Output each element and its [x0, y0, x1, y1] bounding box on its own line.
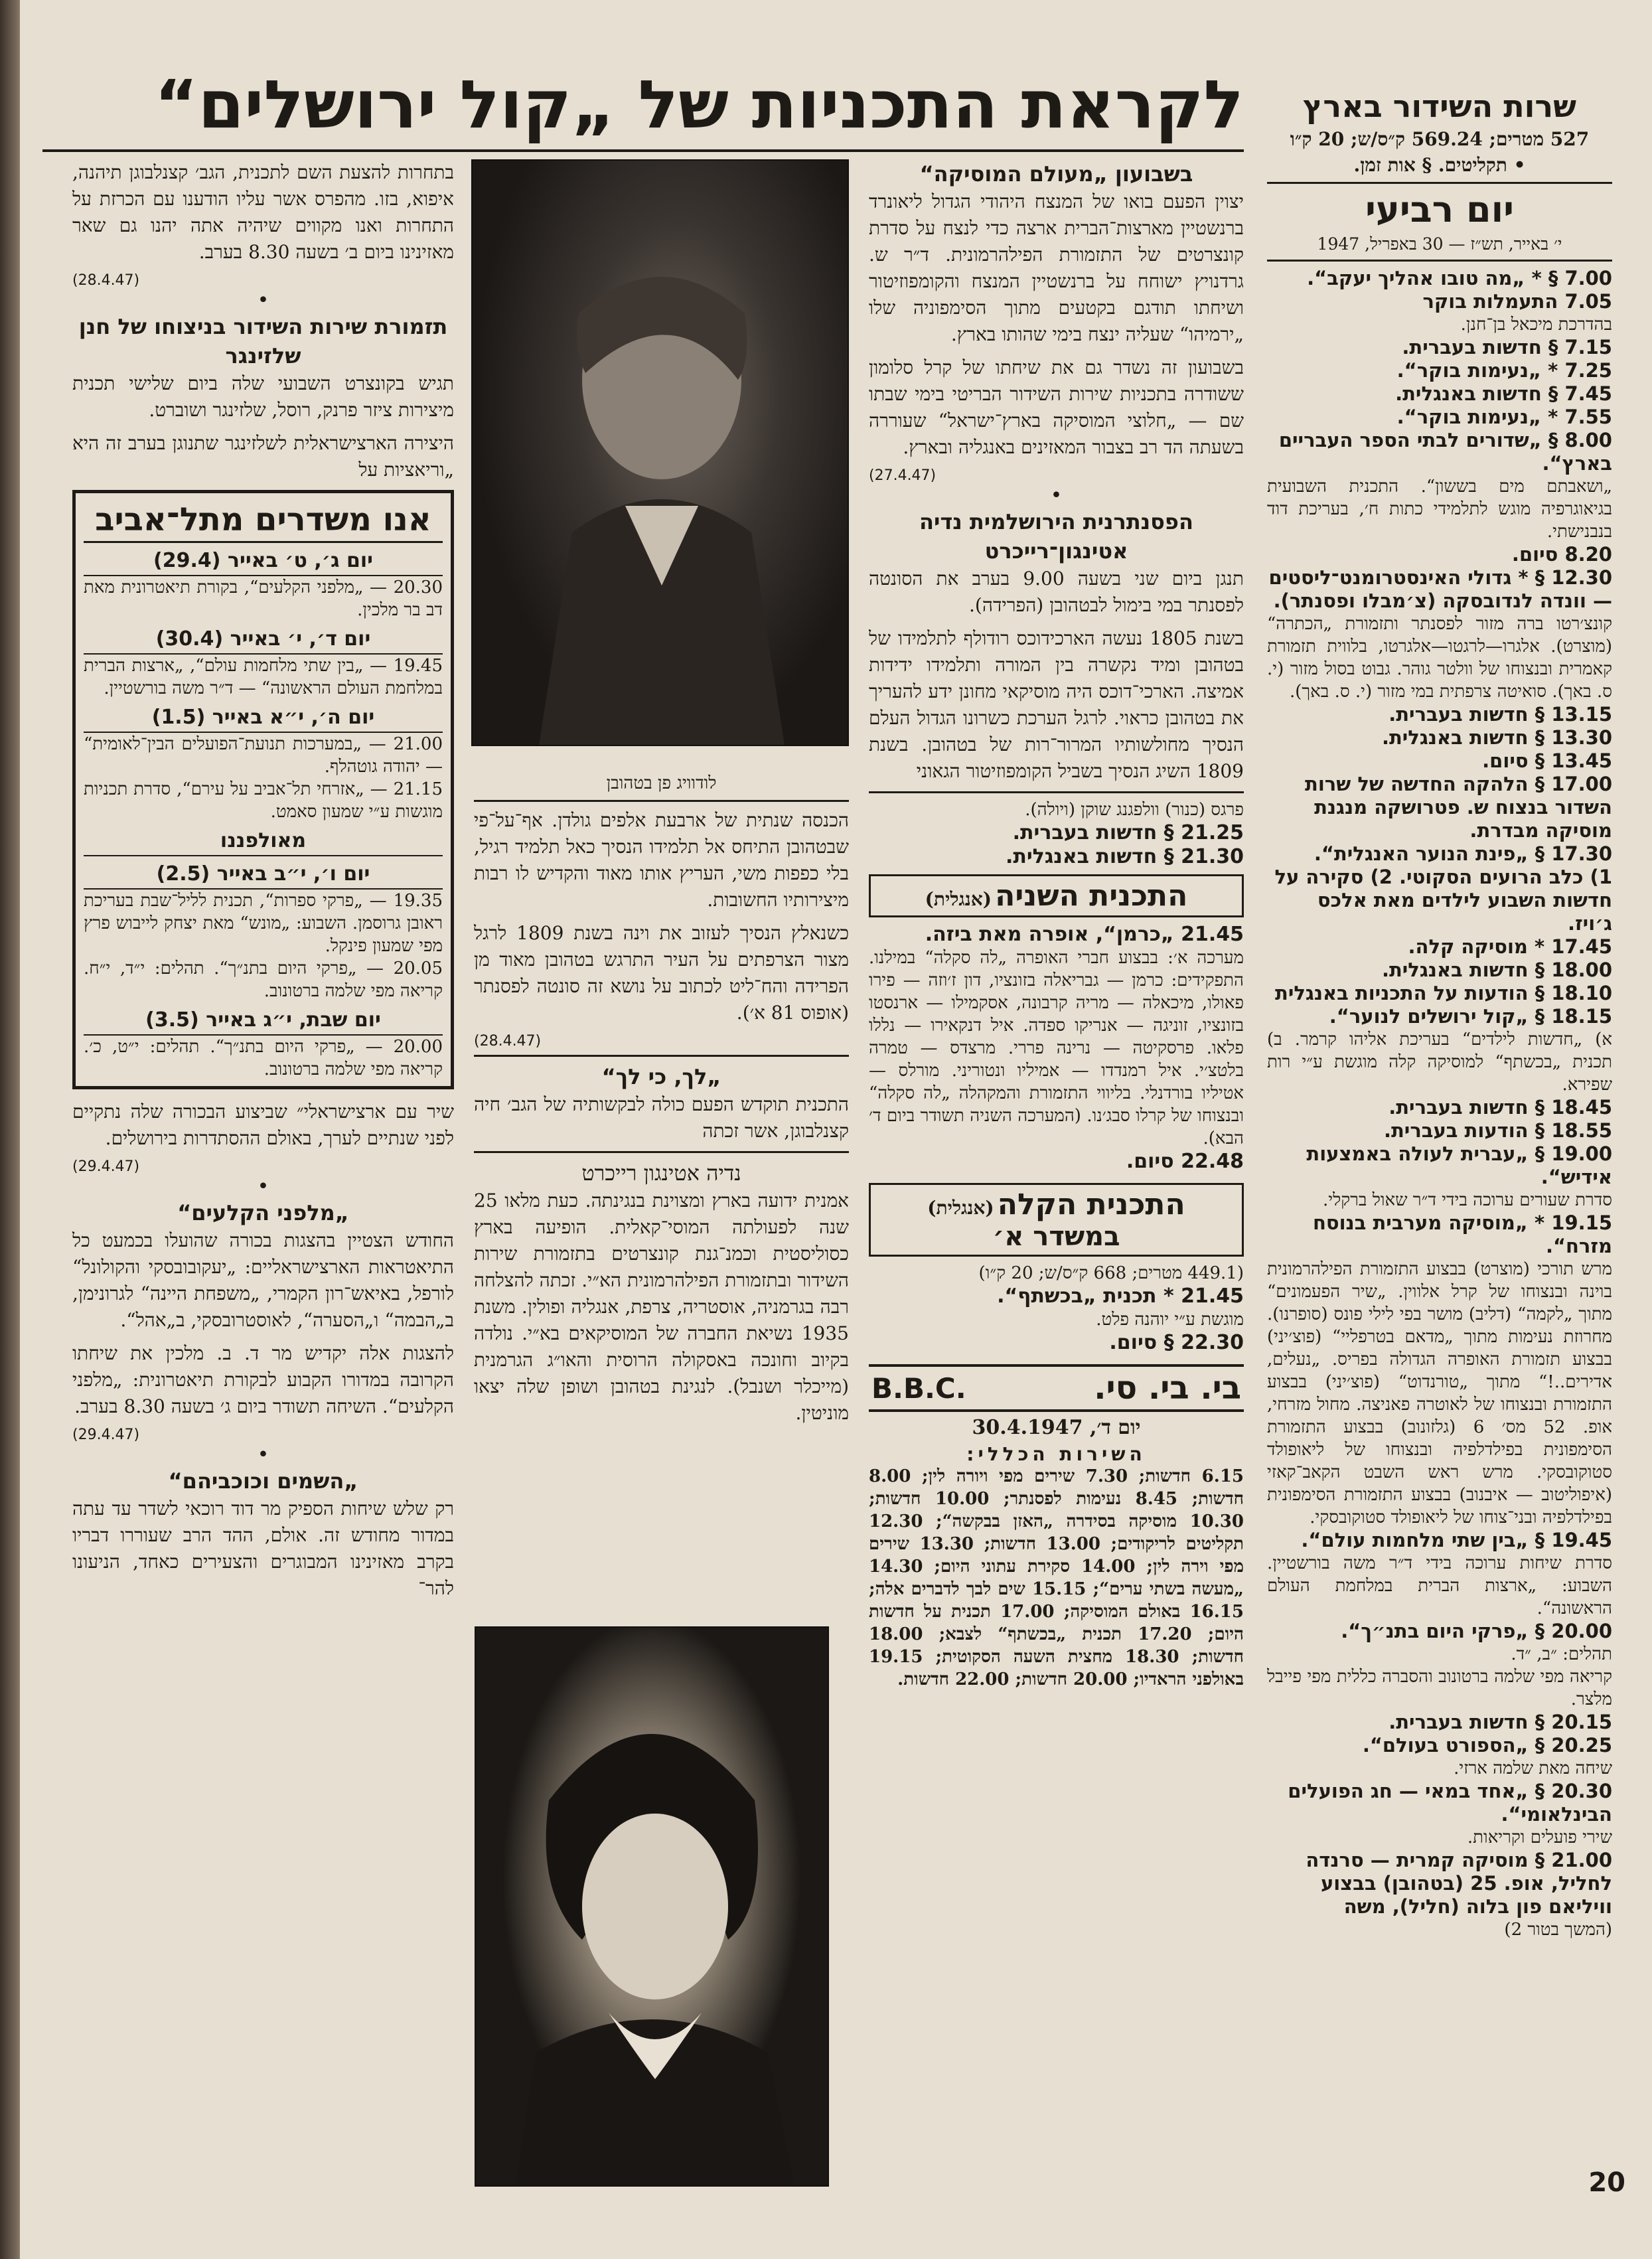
box-day-title: מאולפננו: [84, 827, 443, 856]
box-day-line: 19.45 — „בין שתי מלחמות עולם“, „ארצות הברית במלחמת העולם הראשונה“ — ד״ר משה בורשטיין.: [84, 656, 443, 698]
choir-text: תגיש בקונצרט השבועי שלה ביום שלישי תכנית מיצירות ציזר פרנק, רוסל, שלזינגר ושוברט.: [72, 372, 454, 421]
lech-text: התכנית תוקדש הפעם כולה לבקשותיה של הגב׳ חיה קצנלבוגן, אשר זכתה: [474, 1093, 849, 1142]
schedule-item: א) „חדשות לילדים“ בעריכת אליהו קרמר. ב) תכנית „בכשתף“ למוסיקה קלה מוגשת ע״י רות שפירא.: [1267, 1030, 1612, 1095]
schedule-item: 20.25 § „הספורט בעולם“.: [1362, 1734, 1612, 1756]
schedule-item: 18.45 § חדשות בעברית.: [1389, 1096, 1612, 1119]
schedule-item: 12.30 § * גדולי האינסטרומנט־ליסטים — וונדה לנדובסקה (צ׳מבלו ופסנתר).: [1268, 566, 1612, 612]
beethoven-portrait: [471, 159, 849, 746]
schedule-item: 21.00 § מוסיקה קמרית — סרנדה לחליל, אופ. 25 (בטהובן) בבצוע וויליאם פון בלוה (חליל), משה: [1306, 1849, 1612, 1918]
service-title: שרות השידור בארץ: [1302, 88, 1577, 124]
schedule-item: 18.10 § הודעות על התכניות באנגלית: [1275, 982, 1612, 1004]
divider: [869, 791, 1244, 793]
portrait-caption: לודוויג פן בטהובן: [606, 773, 717, 793]
pianist-title: הפסנתרנית הירושלמית נדיה אטינגון־רייכרט: [919, 509, 1193, 564]
schedule-item: 1) כלב הרועים הסקוטי. 2) סקירה על חדשות השבוע לילדים מאת אלכס ג׳ויז.: [1274, 866, 1612, 935]
schedule-item: „ושאבתם מים בששון“. התכנית השבועית בגיאוגרפיה מוגש לתלמידי כתות ח׳, בעריכת דוד בנבנישתי.: [1267, 477, 1612, 542]
schedule-item: 7.55 * „נעימות בוקר“.: [1396, 406, 1612, 428]
bbc-title-he: בי. בי. סי.: [1094, 1369, 1241, 1407]
headline-text: לקראת התכניות של „קול ירושלים“: [154, 66, 1244, 143]
box-day-title: יום ו׳, י״ב באייר (2.5): [84, 860, 443, 890]
schedule-item: 13.15 § חדשות בעברית.: [1389, 703, 1612, 726]
light-program-lang: (אנגלית): [927, 1197, 994, 1219]
schedule-item: תהלים: ״ב, ״ד.: [1511, 1644, 1612, 1664]
bbc-title-en: B.B.C.: [871, 1371, 966, 1405]
schedule-item: 8.00 § „שדורים לבתי הספר העבריים בארץ“.: [1278, 429, 1612, 475]
pianist-text: תנגן ביום שני בשעה 9.00 בערב את הסונטה לפסנתר במי בימול לבטהובן (הפרידה).: [869, 568, 1244, 616]
music-world-signature: (27.4.47): [869, 467, 937, 484]
box-days: [84, 547, 443, 1081]
program-item: 21.45 „כרמן“, אופרה מאת ביזה.: [925, 923, 1244, 946]
service-frequency: 527 מטרים; 569.24 ק״ס/ש; 20 ק״ו: [1290, 128, 1590, 150]
before-text-2: להצגות אלה יקדיש מר ד. ב. מלכין את שיחתו הקרובה במדורו הקבוע לבקורת תיאטרונית: „מלפני הקלעים“. השיחה תשודר ביום ג׳ בשעה 8.30 בערב.: [72, 1342, 454, 1417]
schedule-item: 19.45 § „בין שתי מלחמות עולם“.: [1301, 1529, 1612, 1551]
nadia-portrait: [475, 1626, 829, 2187]
program-item: (449.1 מטרים; 668 ק״ס/ש; 20 ק״ו): [978, 1263, 1244, 1283]
schedule-legend: • תקליטים. § אות זמן.: [1267, 153, 1612, 184]
second-program-lang: (אנגלית): [925, 888, 992, 910]
sky-text: רק שלש שיחות הספיק מר דוד רוכאי לשדר עד עתה במדור מחודש זה. אולם, ההד הרב שעוררו דבריו בקרב מאזינינו המבוגרים והצעירים כאחד, הניעונו להר־: [72, 1498, 454, 1599]
song-text: שיר עם ארצישראלי״ שביצוע הבכורה שלה נתקיים לפני שנתיים לערך, באולם ההסתדרות בירושלים.: [72, 1101, 454, 1149]
schedule-item: 19.15 * „מוסיקה מערבית בנוסח מזרח“.: [1312, 1211, 1612, 1257]
schedule-item: 13.30 § חדשות באנגלית.: [1381, 726, 1612, 749]
schedule-item: 7.25 * „נעימות בוקר“.: [1396, 359, 1612, 382]
schedule-item: בהדרכת מיכאל בן־חנן.: [1460, 315, 1612, 335]
separator-bullet: •: [257, 1443, 269, 1466]
music-world-title: בשבועון „מעולם המוסיקה“: [919, 161, 1193, 187]
second-program-list: [869, 923, 1244, 1174]
schedule-item: 18.15 § „קול ירושלים לנוער“.: [1329, 1005, 1612, 1028]
program-item: מוגשת ע״י יוהנה פלט.: [1096, 1310, 1244, 1330]
program-item: 21.25 § חדשות בעברית.: [1012, 821, 1244, 844]
box-day-line: 20.00 — „פרקי היום בתנ״ך“. תהלים: י״ט, כ׳. קריאה מפי שלמה ברטונוב.: [84, 1037, 443, 1079]
separator-bullet: •: [257, 289, 269, 312]
schedule-item: מרש תורכי (מוצרט) בבצוע התזמורת הפילהרמונית בוינה ובנצוחו של קרל אלווין. „שיר הפעמונים“ מתוך „לקמה“ (דליב) מושר בפי לילי פונס (סופרנו). מחרוזת נעימות מתוך „מדאם בטרפליי“ (פוצ׳יני) בבצוע תזמורת האופרה הגדולה בפריס. „נעלים, אדירים..!“ מתוך „טורנדוט“ (פוצ׳יני) בבצוע התזמורת ובנצוחו של לאוטרה פאניצה. מחול מזרחי, אופ. 52 מס׳ 6 (גלזונוב) בבצוע התזמורת הסימפונית בפילדלפיה ובנצוחו של ליאופולד סטוקובסקי. מרש ראש השבט הקאב־קאזי (איפוליטוב — איבנוב) בבצוע התזמורת הסימפונית בפילדלפיה ובני־צוחו של ליאופולד סטוקובסקי.: [1267, 1259, 1612, 1527]
box-day-title: יום שבת, י״ג באייר (3.5): [84, 1006, 443, 1036]
light-program-sub: במשדר א׳: [992, 1221, 1120, 1252]
box-day-title: יום ד׳, י׳ באייר (30.4): [84, 625, 443, 655]
nadia-text: אמנית ידועה בארץ ומצוינת בנגינתה. כעת מלאו 25 שנה לפעולתה המוסי־קאלית. הופיעה בארץ כסוליסטית וכמנ־גנת קונצרטים בתזמורת שירות השידור ובתזמורת הפילהרמונית הא״י. זכתה להצלחה רבה בגרמניה, אוסטריה, צרפת, אנגליה ופולין. משנת 1935 נשיאת החברה של המוסיקאים בא״י. נולדה בקיוב וחונכה באסקולה הרוסית והאו״ג הגרמנית (מייכלר ושנבל). לנגינת בטהובן ושופן שלה יצאו מוניטין.: [474, 1190, 849, 1424]
lech-title: „לך, כי לך“: [601, 1064, 721, 1089]
schedule-list: [1267, 267, 1612, 1941]
box-title: אנו משדרים מתל־אביב: [84, 499, 443, 543]
sky-title: „השמים וכוכביהם“: [168, 1468, 358, 1494]
schedule-item: 17.30 § „פינת הנוער האנגלית“.: [1314, 842, 1612, 865]
divider: [474, 1055, 849, 1057]
bbc-date: יום ד׳, 30.4.1947: [972, 1416, 1141, 1439]
before-title: „מלפני הקלעים“: [177, 1200, 349, 1225]
schedule-item: 7.00 § * „מה טובו אהליך יעקב“.: [1307, 267, 1612, 289]
gift-text: הכנסה שנתית של ארבעת אלפים גולדן. אף־על־פי שבטהובן התיחס אל תלמידו הנסיך כאל תלמיד רגיל, בלי כפפות משי, העריץ אותו מאוד והקדיש לו רבות מיצירותיו החשובות.: [474, 809, 849, 911]
portrait-silhouette: [476, 1628, 828, 2185]
program-item: 22.48 סיום.: [1126, 1150, 1244, 1173]
schedule-item: 19.00 § „עברית לעולה באמצעות אידיש“.: [1306, 1142, 1612, 1188]
box-day-line: 20.05 — „פרקי היום בתנ״ך“. תהלים: י״ד, י״ח. קריאה מפי שלמה ברטונוב.: [84, 959, 443, 1001]
program-item: 22.30 § סיום.: [1109, 1331, 1244, 1354]
schedule-column: [1267, 86, 1612, 2224]
elections-signature: (28.4.47): [72, 272, 140, 289]
portrait-silhouette: [473, 161, 848, 745]
second-program-header: [869, 874, 1244, 917]
choir-text-2: היצירה הארצישראלית לשלזינגר שתנוגן בערב זה היא „וריאציות על: [72, 432, 454, 481]
light-program-header: [869, 1183, 1244, 1257]
tel-aviv-box: [72, 490, 454, 1089]
box-day-title: יום ג׳, ט׳ באייר (29.4): [84, 547, 443, 576]
column-four: [72, 159, 454, 2224]
headline: [42, 63, 1244, 152]
schedule-item: 20.00 § „פרקי היום בתנ״ך“.: [1341, 1620, 1612, 1642]
schedule-item: 13.45 § סיום.: [1482, 749, 1612, 772]
divider: [474, 800, 849, 802]
program-item: 21.30 § חדשות באנגלית.: [1005, 845, 1244, 868]
second-program-title: התכנית השניה: [995, 879, 1188, 913]
gift-signature: (28.4.47): [474, 1033, 542, 1050]
bbc-text: 6.15 חדשות; 7.30 שירים מפי ויורה לין; 8.00 חדשות; 8.45 נעימות לפסנתר; 10.00 חדשות; 10.30 מוסיקה בסידרה „האזן בבקשה“; 12.30 תקליטים לריקודים; 13.00 חדשות; 13.30 שירים מפי וירה לין; 14.00 סקירת עתוני היום; 14.30 „מעשה בשתי ערים“; 15.15 שים לבך לדברים אלה; 16.15 באולם המוסיקה; 17.00 תכנית על חדשות היום; 17.20 תכנית „בכשתף“ לצבא; 18.00 חדשות; 18.30 מחצית השעה הסקוטית; 19.15 באולפני הראדיו; 20.00 חדשות; 22.00 חדשות.: [869, 1466, 1244, 1689]
schedule-item: 18.00 § חדשות באנגלית.: [1381, 959, 1612, 981]
box-day-line: 21.00 — „במערכות תנועת־הפועלים הבין־לאומית“ — יהודה גוטהלף.: [84, 734, 443, 777]
schedule-item: סדרת שעורים ערוכה בידי ד״ר שאול ברקלי.: [1322, 1190, 1612, 1210]
box-day-line: 19.35 — „פרקי ספרות“, תכנית לליל־שבת בעריכת ראובן גרוסמן. השבוע: „מונש“ מאת יצחק לייבוש פרץ מפי שמעון פינקל.: [84, 891, 443, 956]
music-world-text-2: בשבועון זה נשדר גם את שיחתו של קרל סלומון ששודרה בתכניות שירות השידור הבריטי בימי שבתו שם — „חלוצי המוסיקה בארץ־ישראל“ שעוררה בשעתה הד רב בצבור המאזינים באנגליה ובארץ.: [869, 356, 1244, 458]
separator-bullet: •: [1050, 484, 1063, 507]
box-day-line: 20.30 — „מלפני הקלעים“, בקורת תיאטרונית מאת דב בר מלכין.: [84, 578, 443, 620]
box-day-line: 21.15 — „אזרחי תל־אביב על עירם“, סדרת תכניות מוגשות ע״י שמעון סאמט.: [84, 779, 443, 822]
lower-schedule-list: [869, 799, 1244, 869]
schedule-item: קונצ׳רטו ברה מזור לפסנתר ותזמורת „הכתרה“ (מוצרט). אלגרו—לרגטו—אלגרטו, בלווית תזמורת קאמרית ובנצוחו של וולטר גוהר. גבוט בסול מזור (י. ס. באך). סואיטה צרפתית במי מזור (י. ס. באך).: [1267, 614, 1612, 702]
schedule-item: 7.45 § חדשות באנגלית.: [1395, 382, 1612, 405]
separator-bullet: •: [257, 1175, 269, 1198]
nadia-title: נדיה אטינגון רייכרט: [581, 1160, 741, 1186]
light-program-list: [869, 1262, 1244, 1355]
schedule-item: שיחה מאת שלמה ארזי.: [1454, 1758, 1612, 1778]
schedule-item: 20.30 § „אחד במאי — חג הפועלים הבינלאומי“.: [1288, 1780, 1612, 1826]
schedule-item: 17.45 * מוסיקה קלה.: [1408, 935, 1612, 958]
schedule-item: 7.15 § חדשות בעברית.: [1402, 336, 1612, 358]
column-two: [869, 159, 1244, 2224]
schedule-item: 20.15 § חדשות בעברית.: [1389, 1711, 1612, 1733]
schedule-item: (המשך בטור 2): [1504, 1920, 1612, 1940]
divider: [474, 1151, 849, 1153]
before-text: החודש הצטיין בהצגות בכורה שהועלו בכמעט כל התיאטראות הארצישראליים: „יעקובובסקי והקולונל“ לורפל, באיאש־רון הקמרי, „משפחת היינה“ לגרונימן, ב„הבמה“ ו„הסערה“, לאוסטרובסקי, ב„אהל“.: [72, 1229, 454, 1331]
light-program-title: התכנית הקלה: [997, 1188, 1185, 1221]
page-number: 20: [1588, 2167, 1625, 2198]
schedule-item: 17.00 § הלהקה החדשה של שרות השדור בנצוח ש. פטרושקה מנגנת מוסיקה מבדרת.: [1305, 773, 1612, 842]
program-item: פרגס (כנור) וולפגנג שוקן (ויולה).: [1025, 800, 1244, 820]
day-title: יום רביעי: [1365, 189, 1515, 230]
program-item: מערכה א׳: בבצוע חברי האופרה „לה סקלה“ במילנו. התפקידים: כרמן — גבריאלה בזונציו, דון ז׳וזה — פירו פאולו, מיכאלה — מריה קרבונה, אסקמילו — ארנסטו בזונציו, זוניגה — אנריקו ספדה. איל דנקאירו — נללו פלאו. פרסקיטה — נרינה פררי. מרצדס — טמרה בלטצ׳י. איל רמנדדו — אמיליו ונטוריני. מורלס — אטיליו בורדנלי. בליווי התזמורת והמקהלה „לה סקלה“ ובנצוחו של קרלו סבג׳נו. (המערכה השניה תשודר ביום ד׳ הבא).: [869, 948, 1244, 1148]
bbc-header: [869, 1364, 1244, 1412]
pianist-text-2: בשנת 1805 נעשה הארכידוכס רודולף לתלמידו של בטהובן ומיד נקשרה בין המורה ותלמידו ידידות אמיצה. הארכי־דוכס היה מוסיקאי מחונן ידע להעריך את בטהובן כראוי. לרגל הערכת כשרונו הגדול העלם הנסיך מחולשותיו המרור־רות של בטהובן. בשנת 1809 השיג הנסיך בשביל הקומפוזיטור הגאוני: [869, 627, 1244, 782]
before-signature: (29.4.47): [72, 1427, 140, 1443]
schedule-item: קריאה מפי שלמה ברטונוב והסברה כללית מפי פייבל מלצר.: [1267, 1667, 1612, 1709]
program-item: 21.45 * תכנית „בכשתף“.: [997, 1285, 1244, 1308]
gift-text-2: כשנאלץ הנסיך לעזוב את וינה בשנת 1809 לרגל מצור הצרפתים על העיר התרגש בטהובן מאוד מן הפרידה והח־ליט לכתוב על נושא זה סונטה לפסנתר (אופוס 81 א׳).: [474, 922, 849, 1024]
schedule-item: 8.20 סיום.: [1511, 543, 1612, 566]
column-three-text: [474, 800, 849, 1610]
elections-text: בתחרות להצעת השם לתכנית, הגב׳ קצנלבוגן תיהנה, איפוא, בזו. מהפרס אשר עליו הודענו עם הכרזת על התחרות ואנו מקווים שיהיה אתה יהנו גם שאר מאזינינו ביום ב׳ בשעה 8.30 בערב.: [72, 161, 454, 263]
schedule-item: 7.05 התעמלות בוקר: [1422, 290, 1612, 313]
day-date: י׳ באייר, תש״ז — 30 באפריל, 1947: [1267, 233, 1612, 262]
box-day-title: יום ה׳, י״א באייר (1.5): [84, 704, 443, 733]
choir-title: תזמורת שירות השידור בניצוחו של חנן שלזינגר: [78, 314, 448, 368]
schedule-item: סדרת שיחות ערוכה בידי ד״ר משה בורשטיין. השבוע: „ארצות הברית במלחמת העולם הראשונה“.: [1267, 1553, 1612, 1618]
schedule-item: 18.55 § הודעות בעברית.: [1383, 1119, 1612, 1142]
magazine-page: [20, 0, 1652, 2259]
music-world-text: יצוין הפעם בואו של המנצח היהודי הגדול ליאונרד ברנשטיין מארצות־הברית ארצה כדי לנצח על סדרת קונצרטים של התזמורת הפילהרמונית. ד״ר ש. גרדנויץ ישוחח על ברנשטיין המנצח והקומפוזיטור ושיחתו תודגם בקטעים מתוך הסימפוניה שלו „ירמיהו“ שעליה ינצח בימי שהותו בארץ.: [869, 191, 1244, 345]
schedule-item: שירי פועלים וקריאות.: [1467, 1828, 1612, 1847]
bbc-service: השירות הכללי:: [966, 1443, 1146, 1465]
song-signature: (29.4.47): [72, 1158, 140, 1175]
